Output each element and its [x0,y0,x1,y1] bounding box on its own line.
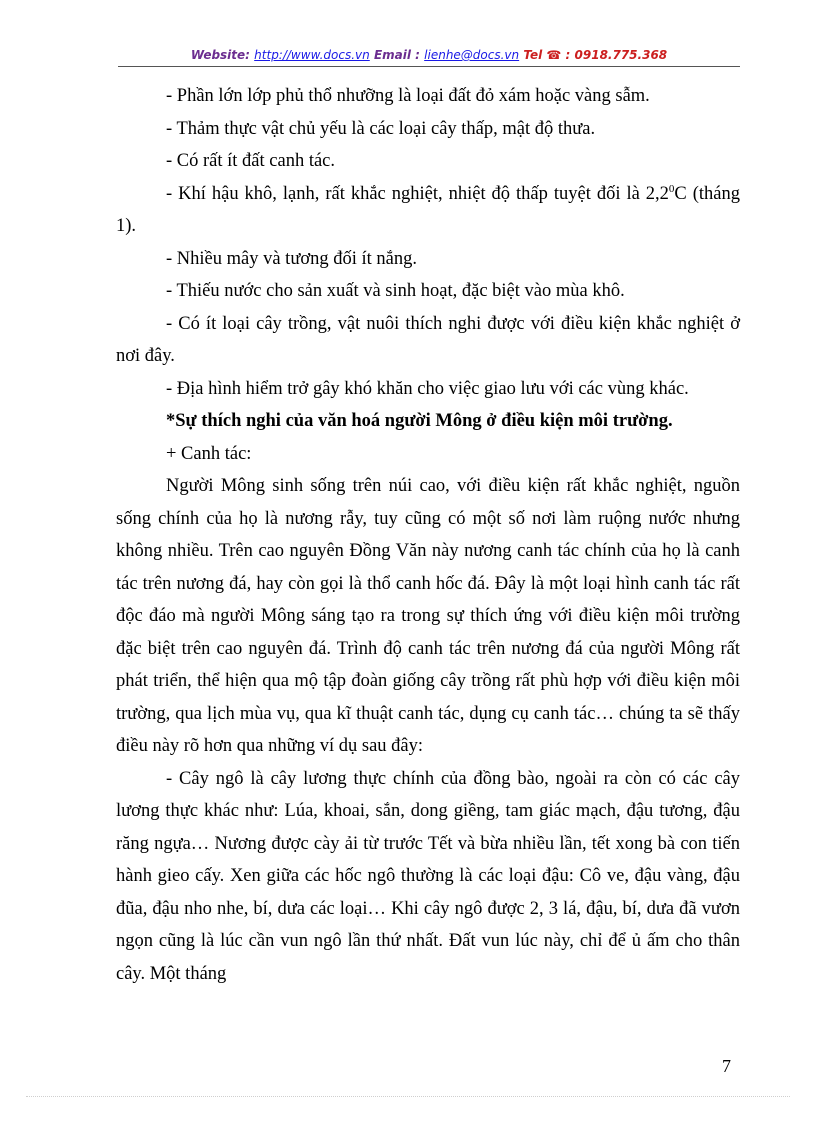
paragraph-climate [116,178,740,243]
page-number: 7 [722,1056,731,1076]
section-heading: *Sự thích nghi của văn hoá người Mông ở điều kiện môi trường. [166,411,673,431]
phone-icon: ☎ [546,48,562,62]
paragraph: - Cây ngô là cây lương thực chính của đồng bào, ngoài ra còn có các cây lương thực khác như: Lúa, khoai, sắn, dong giềng, tam giác mạch, đậu tương, đậu răng ngựa… Nương được cày ải từ trước Tết và bừa nhiều lần, tết xong bà con tiến hành gieo cấy. Xen giữa các hốc ngô thường là các loại đậu: Cô ve, đậu vàng, đậu đũa, đậu nho nhe, bí, dưa các loại… Khi cây ngô được 2, 3 lá, đậu, bí, dưa đã vươn ngọn cũng là lúc cần vun ngô lần thứ nhất. Đất vun lúc này, chỉ để ủ ấm cho thân cây. Một tháng [116,768,740,984]
paragraph: - Thiếu nước cho sản xuất và sinh hoạt, đặc biệt vào mùa khô. [166,281,625,301]
paragraph: - Địa hình hiểm trở gây khó khăn cho việc giao lưu với các vùng khác. [166,378,689,399]
website-link[interactable]: http://www.docs.vn [254,48,370,62]
tel-label: Tel [523,48,543,62]
paragraph: - Phần lớn lớp phủ thổ nhưỡng là loại đất đỏ xám hoặc vàng sẫm. [166,86,650,106]
degree-superscript: 0 [668,182,675,195]
document-body [116,80,740,990]
paragraph: - Có ít loại cây trồng, vật nuôi thích nghi được với điều kiện khắc nghiệt ở nơi đây. [116,313,740,366]
paragraph: - Nhiều mây và tương đối ít nắng. [166,248,418,269]
paragraph: - Có rất ít đất canh tác. [166,151,336,171]
header-divider [118,66,740,67]
climate-text-before: - Khí hậu khô, lạnh, rất khắc nghiệt, nhiệt độ thấp tuyệt đối là 2,2 [166,183,669,204]
page-header [118,48,740,66]
email-label: Email : [373,48,420,62]
paragraph: Người Mông sinh sống trên núi cao, với điều kiện rất khắc nghiệt, nguồn sống chính của họ là nương rẫy, tuy cũng có một số nơi làm ruộng nước nhưng không nhiều. Trên cao nguyên Đồng Văn này nương canh tác chính của họ là canh tác trên nương đá, hay còn gọi là thổ canh hốc đá. Đây là một loại hình canh tác rất độc đáo mà người Mông sáng tạo ra trong sự thích ứng với điều kiện môi trường đặc biệt trên cao nguyên đá. Trình độ canh tác trên nương đá của người Mông rất phát triển, thể hiện qua mộ tập đoàn giống cây trồng rất phù hợp với điều kiện môi trường, qua lịch mùa vụ, qua kĩ thuật canh tác, dụng cụ canh tác… chúng ta sẽ thấy điều này rõ hơn qua những ví dụ sau đây: [116,476,740,756]
email-link[interactable]: lienhe@docs.vn [424,48,520,62]
climate-text-after: C (tháng 1). [116,183,740,236]
paragraph: - Thảm thực vật chủ yếu là các loại cây thấp, mật độ thưa. [166,118,596,139]
website-label: Website: [190,48,250,62]
subsection-heading: + Canh tác: [166,443,252,464]
tel-value: : 0918.775.368 [565,48,668,62]
page-bottom-border [26,1096,790,1097]
